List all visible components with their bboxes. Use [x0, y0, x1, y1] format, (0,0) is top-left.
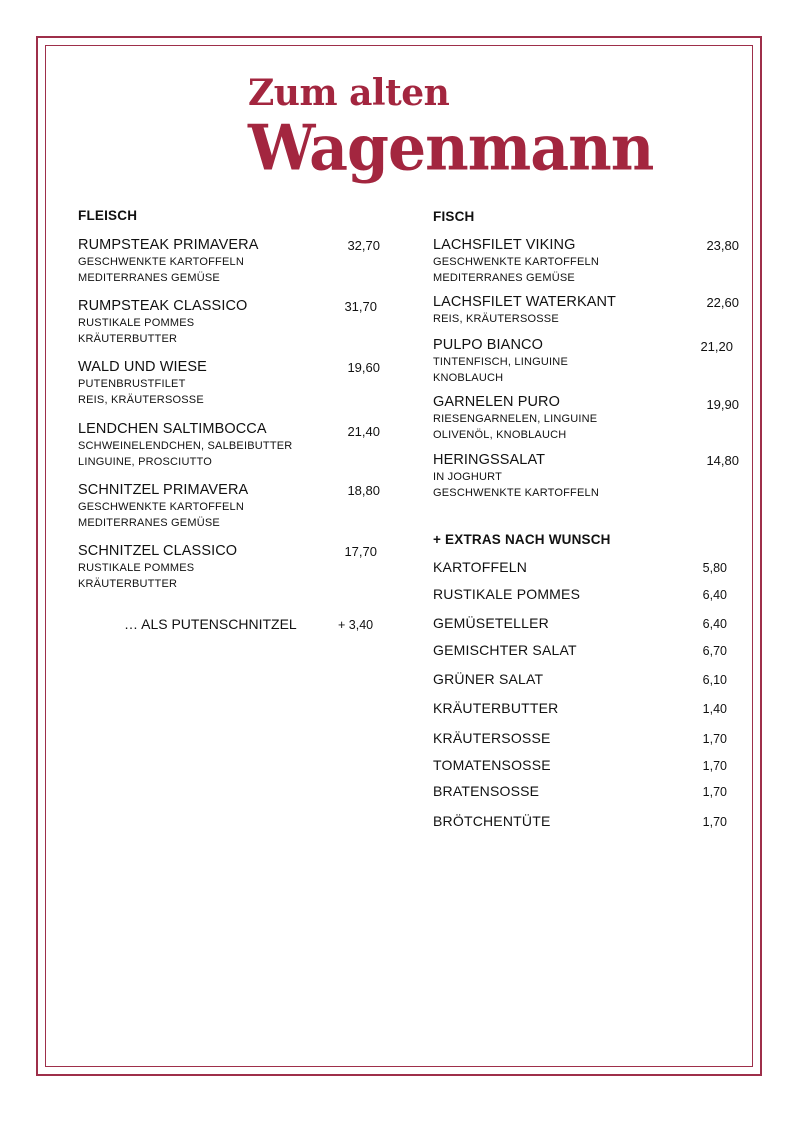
extra-price: 6,40 [702, 588, 727, 602]
extra-price: 1,70 [702, 815, 727, 829]
putenschnitzel-price: + 3,40 [338, 618, 374, 632]
menu-item [78, 359, 380, 408]
item-price: 18,80 [347, 483, 380, 498]
item-desc: GESCHWENKTE KARTOFFELN [433, 256, 599, 268]
extras-heading: + EXTRAS NACH WUNSCH [433, 532, 611, 547]
extra-price: 6,40 [702, 617, 727, 631]
extra-item [433, 783, 739, 803]
fleisch-heading: FLEISCH [78, 208, 138, 223]
extra-name: BRÖTCHENTÜTE [433, 813, 551, 829]
menu-item [433, 337, 739, 386]
item-price: 32,70 [347, 238, 380, 253]
item-price: 23,80 [706, 238, 739, 253]
item-name: LACHSFILET WATERKANT [433, 294, 617, 310]
item-desc: KRÄUTERBUTTER [78, 578, 178, 590]
putenschnitzel-option: … ALS PUTENSCHNITZEL [124, 616, 297, 632]
item-price: 31,70 [344, 299, 377, 314]
menu-item [78, 421, 380, 470]
item-price: 22,60 [706, 295, 739, 310]
extra-item [433, 730, 739, 750]
menu-item [433, 294, 739, 327]
fisch-heading: FISCH [433, 209, 475, 224]
extra-item [433, 671, 739, 691]
extra-name: TOMATENSOSSE [433, 757, 551, 773]
extra-name: KRÄUTERSOSSE [433, 730, 551, 746]
item-name: SCHNITZEL CLASSICO [78, 543, 238, 559]
item-price: 17,70 [344, 544, 377, 559]
logo-line-2: Wagenmann [248, 112, 654, 186]
item-desc: GESCHWENKTE KARTOFFELN [78, 501, 244, 513]
menu-item [78, 237, 380, 286]
extra-price: 1,70 [702, 732, 727, 746]
menu-item [78, 543, 380, 592]
extra-item [433, 559, 739, 579]
item-price: 21,20 [700, 339, 733, 354]
item-name: PULPO BIANCO [433, 337, 543, 353]
item-name: SCHNITZEL PRIMAVERA [78, 482, 249, 498]
item-price: 19,90 [706, 397, 739, 412]
item-desc: OLIVENÖL, KNOBLAUCH [433, 429, 567, 441]
extra-item [433, 586, 739, 606]
item-price: 14,80 [706, 453, 739, 468]
extra-price: 1,70 [702, 759, 727, 773]
item-desc: RUSTIKALE POMMES [78, 317, 195, 329]
restaurant-logo [246, 66, 654, 196]
extra-name: BRATENSOSSE [433, 783, 540, 799]
extra-price: 1,70 [702, 785, 727, 799]
item-price: 21,40 [347, 424, 380, 439]
menu-item [78, 298, 380, 347]
item-desc: KRÄUTERBUTTER [78, 333, 178, 345]
item-desc: MEDITERRANES GEMÜSE [78, 517, 220, 529]
item-desc: GESCHWENKTE KARTOFFELN [78, 256, 244, 268]
extra-price: 6,70 [702, 644, 727, 658]
extra-name: KRÄUTERBUTTER [433, 700, 559, 716]
item-name: LACHSFILET VIKING [433, 237, 576, 253]
item-name: RUMPSTEAK PRIMAVERA [78, 237, 259, 253]
extra-item [433, 700, 739, 720]
extra-name: RUSTIKALE POMMES [433, 586, 581, 602]
item-desc: KNOBLAUCH [433, 372, 504, 384]
menu-item [78, 482, 380, 531]
extra-name: GRÜNER SALAT [433, 671, 544, 687]
extra-name: KARTOFFELN [433, 559, 528, 575]
item-desc: RIESENGARNELEN, LINGUINE [433, 413, 598, 425]
item-name: HERINGSSALAT [433, 452, 546, 468]
item-name: LENDCHEN SALTIMBOCCA [78, 421, 267, 437]
item-name: WALD UND WIESE [78, 359, 207, 375]
item-desc: SCHWEINELENDCHEN, SALBEIBUTTER [78, 440, 293, 452]
item-desc: RUSTIKALE POMMES [78, 562, 195, 574]
item-desc: TINTENFISCH, LINGUINE [433, 356, 568, 368]
item-desc: MEDITERRANES GEMÜSE [433, 272, 575, 284]
extra-item [433, 642, 739, 662]
item-desc: IN JOGHURT [433, 471, 503, 483]
item-price: 19,60 [347, 360, 380, 375]
item-name: RUMPSTEAK CLASSICO [78, 298, 248, 314]
logo-line-1: Zum alten [248, 72, 450, 114]
item-desc: REIS, KRÄUTERSOSSE [78, 394, 204, 406]
menu-item [433, 452, 739, 501]
extra-item [433, 757, 739, 777]
extra-item [433, 813, 739, 833]
item-desc: GESCHWENKTE KARTOFFELN [433, 487, 599, 499]
extra-price: 5,80 [702, 561, 727, 575]
item-name: GARNELEN PURO [433, 394, 560, 410]
item-desc: REIS, KRÄUTERSOSSE [433, 313, 559, 325]
menu-item [433, 237, 739, 286]
menu-item [433, 394, 739, 443]
item-desc: MEDITERRANES GEMÜSE [78, 272, 220, 284]
extra-name: GEMISCHTER SALAT [433, 642, 577, 658]
extra-price: 1,40 [702, 702, 727, 716]
extra-item [433, 615, 739, 635]
extra-name: GEMÜSETELLER [433, 615, 549, 631]
item-desc: PUTENBRUSTFILET [78, 378, 186, 390]
extra-price: 6,10 [702, 673, 727, 687]
item-desc: LINGUINE, PROSCIUTTO [78, 456, 212, 468]
